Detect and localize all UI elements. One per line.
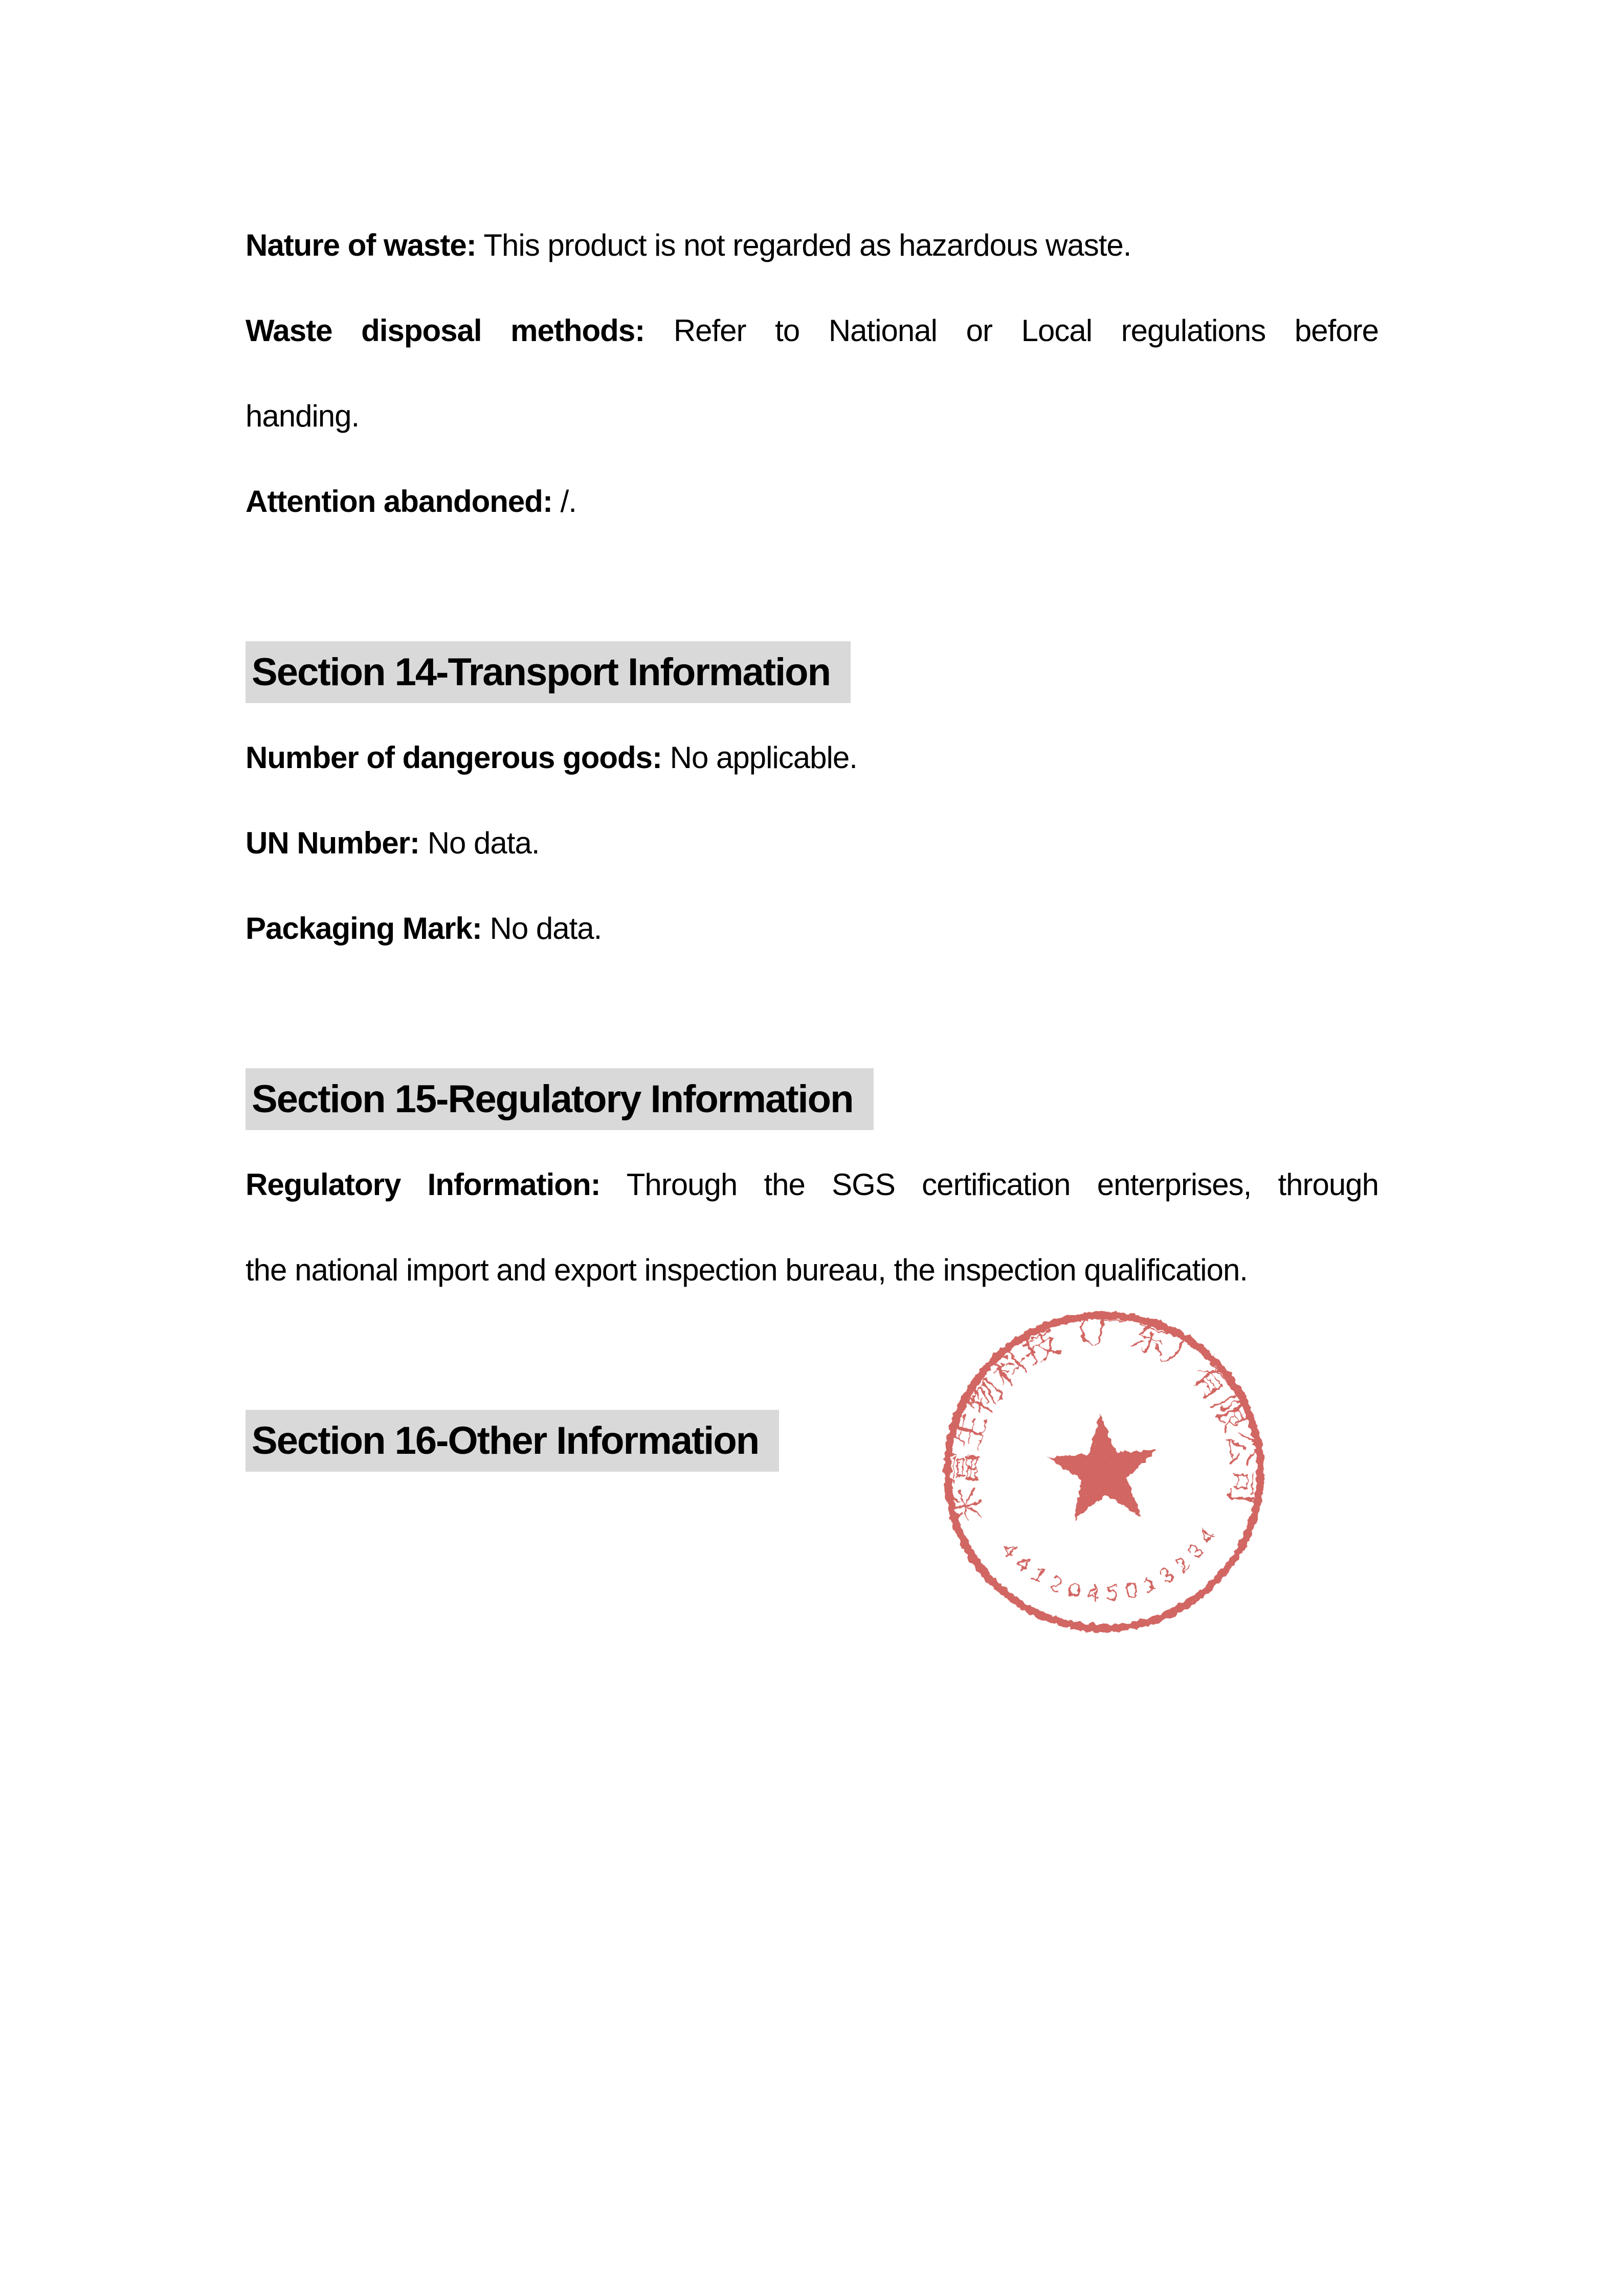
blank-line xyxy=(246,1313,1378,1398)
field-value: handing. xyxy=(246,399,360,433)
blank-line xyxy=(246,971,1378,1056)
section-heading-highlight: Section 14-Transport Information xyxy=(246,641,851,703)
field-value: Refer to National or Local regulations before xyxy=(673,313,1378,348)
stamp-company-text: 米富生物科技（广东）有限公司 xyxy=(943,1311,1265,1527)
section-heading xyxy=(246,1398,1378,1483)
field-value: No data. xyxy=(490,911,602,946)
field-line xyxy=(246,1142,1378,1227)
section-heading xyxy=(246,1056,1378,1142)
field-label: Nature of waste: xyxy=(246,228,476,262)
field-line xyxy=(246,459,1378,544)
section-heading xyxy=(246,629,1378,715)
field-label: Number of dangerous goods: xyxy=(246,740,662,775)
field-line xyxy=(246,715,1378,800)
stamp-serial-number: 4412045013234 xyxy=(997,1524,1221,1606)
field-line-continuation xyxy=(246,373,1378,459)
field-value: Through the SGS certification enterprises, through xyxy=(626,1167,1379,1202)
field-value: the national import and export inspection bureau, the inspection qualification. xyxy=(246,1253,1248,1287)
field-value: /. xyxy=(560,484,576,519)
field-line xyxy=(246,202,1378,288)
field-value: This product is not regarded as hazardous waste. xyxy=(483,228,1131,262)
field-value: No applicable. xyxy=(670,740,857,775)
field-label: Regulatory Information: xyxy=(246,1167,600,1202)
field-label: Packaging Mark: xyxy=(246,911,482,946)
document-body xyxy=(246,202,1378,1483)
field-value: No data. xyxy=(427,826,540,860)
field-line xyxy=(246,288,1378,373)
section-heading-highlight: Section 15-Regulatory Information xyxy=(246,1068,874,1130)
blank-line xyxy=(246,544,1378,629)
field-line-continuation xyxy=(246,1227,1378,1313)
field-label: UN Number: xyxy=(246,826,420,860)
field-line xyxy=(246,800,1378,886)
field-label: Attention abandoned: xyxy=(246,484,552,519)
field-line xyxy=(246,886,1378,971)
field-label: Waste disposal methods: xyxy=(246,313,645,348)
section-heading-highlight: Section 16-Other Information xyxy=(246,1410,779,1472)
